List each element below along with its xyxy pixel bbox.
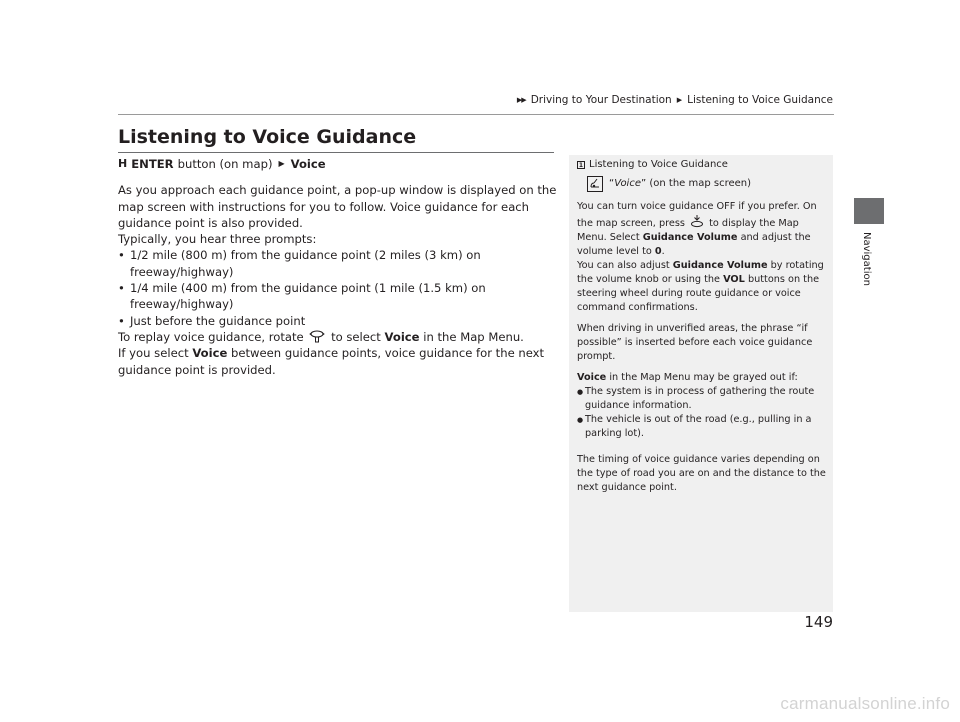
voice-command-rest: ” (on the map screen) [641, 178, 752, 189]
typically-text: Typically, you hear three prompts: [118, 232, 317, 247]
p1-text-d: . [661, 246, 665, 257]
breadcrumb-item-driving: Driving to Your Destination [530, 94, 672, 106]
breadcrumb [517, 94, 833, 106]
press-dial-icon [690, 214, 704, 228]
p1-bold-2: 0 [654, 246, 662, 257]
p1-text-c: and adjust the volume level to [577, 232, 811, 257]
list-item: • 1/4 mile (400 m) from the guidance point (1 mile (1.5 km) on freeway/highway) [118, 280, 558, 313]
breadcrumb-item-listening: Listening to Voice Guidance [687, 94, 833, 106]
sidebar-heading-text: Listening to Voice Guidance [589, 159, 728, 170]
top-divider [118, 114, 834, 115]
p2-bold-1: Guidance Volume [672, 260, 768, 271]
side-tab-text: Navigation [861, 232, 872, 286]
voice-command-text [609, 177, 751, 191]
replay-mid: to select [331, 329, 381, 344]
side-tab-label [858, 232, 878, 292]
enter-suffix: button (on map) [177, 157, 273, 171]
arrow-icon: ▶ [676, 96, 683, 104]
sidebar-paragraph-5: The timing of voice guidance varies depending on the type of road you are on and the distance to the next guidance point. [577, 454, 826, 493]
double-arrow-icon: ▶▶ [516, 96, 526, 104]
menu-path [118, 156, 558, 172]
sidebar-paragraph-1 [577, 200, 833, 315]
list-item: • 1/2 mile (800 m) from the guidance point (2 miles (3 km) on freeway/highway) [118, 247, 558, 280]
side-tab-marker [854, 198, 884, 224]
p4-bold: Voice [577, 372, 607, 383]
sidebar-paragraph-4 [577, 371, 833, 385]
main-content [118, 156, 558, 378]
quote-open: “ [609, 178, 615, 189]
triangle-right-icon: ▶ [278, 159, 285, 168]
voice-label: Voice [290, 157, 326, 171]
sidebar-note [569, 155, 833, 612]
prompt-list [118, 247, 558, 328]
select-prefix: If you select [118, 346, 189, 361]
list-item: • Just before the guidance point [118, 313, 558, 329]
list-item: ● The vehicle is out of the road (e.g., pulling in a parking lot). [577, 413, 833, 441]
p2-text-b: by rotating the volume knob or using the [577, 260, 824, 285]
intro-paragraph: As you approach each guidance point, a pop-up window is displayed on the map screen with instructions for you to follow. Voice guidance for each guidance point is also provided. [118, 183, 557, 230]
select-instruction [118, 345, 558, 378]
p1-text-b: to display the Map Menu. Select [577, 218, 799, 243]
p2-text-c: buttons on the steering wheel during route guidance or voice command confirmations. [577, 274, 820, 313]
select-voice: Voice [192, 346, 228, 361]
p1-bold-1: Guidance Volume [642, 232, 738, 243]
interface-dial-icon [309, 330, 325, 344]
voice-command-icon [587, 176, 603, 192]
enter-label: ENTER [131, 157, 174, 171]
select-suffix: between guidance points, voice guidance for the next guidance point is provided. [118, 346, 545, 377]
replay-instruction [118, 329, 558, 345]
p4-rest: in the Map Menu may be grayed out if: [609, 372, 798, 383]
replay-prefix: To replay voice guidance, rotate [118, 329, 304, 344]
watermark: carmanualsonline.info [780, 694, 950, 713]
note-number-icon: 1 [578, 162, 584, 169]
page-number: 149 [804, 613, 833, 631]
p2-bold-2: VOL [723, 274, 745, 285]
voice-command-line [587, 176, 833, 192]
replay-suffix: in the Map Menu. [423, 329, 524, 344]
p1-text-a: You can turn voice guidance OFF if you prefer. On the map screen, press [577, 201, 817, 229]
replay-voice: Voice [384, 329, 420, 344]
p2-text-a: You can also adjust [577, 260, 670, 271]
sidebar-paragraph-3: When driving in unverified areas, the phrase “if possible” is inserted before each voice guidance prompt. [577, 323, 813, 362]
title-divider [118, 152, 554, 153]
grayed-out-conditions [577, 385, 833, 441]
sidebar-heading [577, 158, 833, 172]
voice-command-word: Voice [614, 178, 641, 189]
page-title: Listening to Voice Guidance [118, 126, 417, 148]
list-item: ● The system is in process of gathering the route guidance information. [577, 385, 833, 413]
h-icon: H [118, 157, 128, 170]
